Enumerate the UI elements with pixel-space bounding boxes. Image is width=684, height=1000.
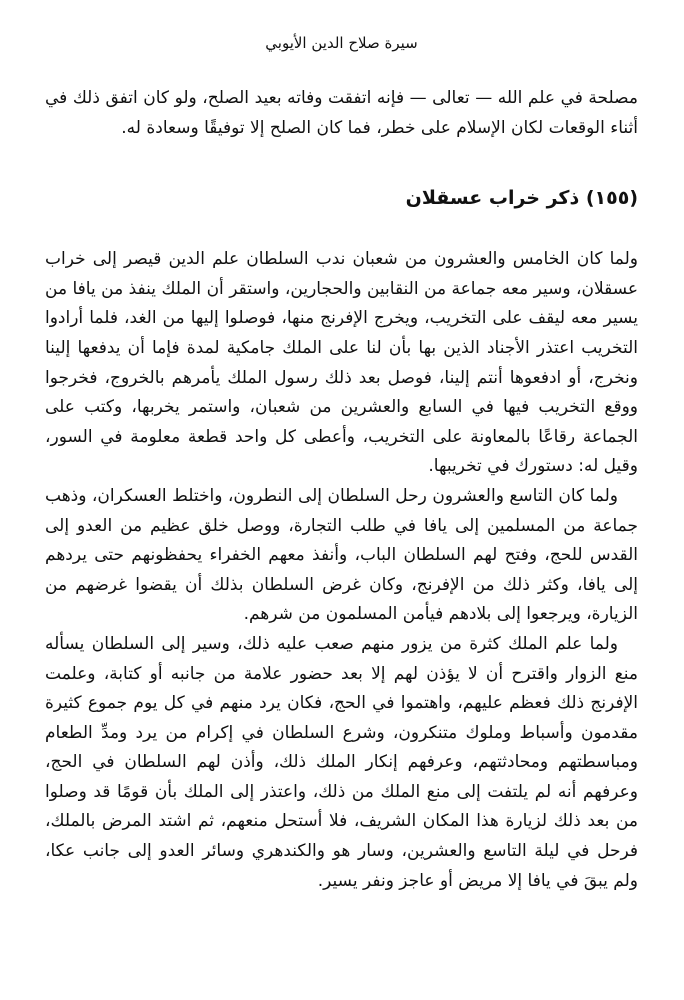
section-heading: (١٥٥) ذكر خراب عسقلان: [405, 187, 638, 210]
intro-paragraph: مصلحة في علم الله — تعالى — فإنه اتفقت وفاته بعيد الصلح، ولو كان اتفق ذلك في أثناء الوقعات لكان الإسلام على خطر، فما كان الصلح إلا توفيقًا وسعادة له.: [45, 88, 638, 138]
section-paragraph-2: ولما كان التاسع والعشرون رحل السلطان إلى النطرون، واختلط العسكران، وذهب جماعة من المسلمين إلى يافا في طلب التجارة، ووصل خلق عظيم من العدو إلى القدس للحج، وفتح لهم السلطان الباب، وأنفذ معهم الخفراء يحفظونهم حتى يردهم إلى يافا، وكثر ذلك من الإفرنج، وكان غرض السلطان بذلك أن يقضوا غرضهم من الزيارة، ويرجعوا إلى بلادهم فيأمن المسلمون من شرهم.: [45, 485, 638, 625]
section-paragraph-3: ولما علم الملك كثرة من يزور منهم صعب عليه ذلك، وسير إلى السلطان يسأله منع الزوار واقترح أن لا يؤذن لهم إلا بعد حضور علامة من جانبه أو كتابة، وعلمت الإفرنج ذلك فعظم عليهم، واهتموا في الحج، فكان يرد منهم في كل يوم جموع كثيرة مقدمون وأسباط وملوك متنكرون، وشرع السلطان في إكرام من يرد ومدِّ الطعام ومباسطتهم ومحادثتهم، وعرفهم إنكار الملك ذلك، وأذن لهم السلطان في الحج، وعرفهم أنه لم يلتفت إلى منع الملك من ذلك، واعتذر إلى الملك بأن قومًا قد وصلوا من بعد ذلك لزيارة هذا المكان الشريف، فلا أستحل منعهم، ثم اشتد المرض بالملك، فرحل في ليلة التاسع والعشرين، وسار هو والكندهري وسائر العدو إلى جانب عكا، ولم يبقَ في يافا إلا مريض أو عاجز ونفر يسير.: [45, 633, 638, 891]
section-paragraph-1: ولما كان الخامس والعشرون من شعبان ندب السلطان علم الدين قيصر إلى خراب عسقلان، وسير معه جماعة من النقابين والحجارين، واستقر أن الملك ينفذ من يافا من يسير معه ليقف على التخريب، ويخرج الإفرنج منها، فوصلوا إليها من الغد، فلما أرادوا التخريب اعتذر الأجناد الذين بها بأن لنا على الملك جامكية لمدة فإما أن يدفعها إلينا ونخرج، أو ادفعوها أنتم إلينا، فوصل بعد ذلك رسول الملك يأمرهم بالخروج، فخرجوا ووقع التخريب فيها في السابع والعشرين من شعبان، واستمر يخربها، وكتب على الجماعة رقاعًا بالمعاونة على التخريب، وأعطى كل واحد قطعة معلومة في السور، وقيل له: دستورك في تخريبها.: [45, 249, 638, 477]
running-header: سيرة صلاح الدين الأيوبي: [265, 34, 418, 52]
